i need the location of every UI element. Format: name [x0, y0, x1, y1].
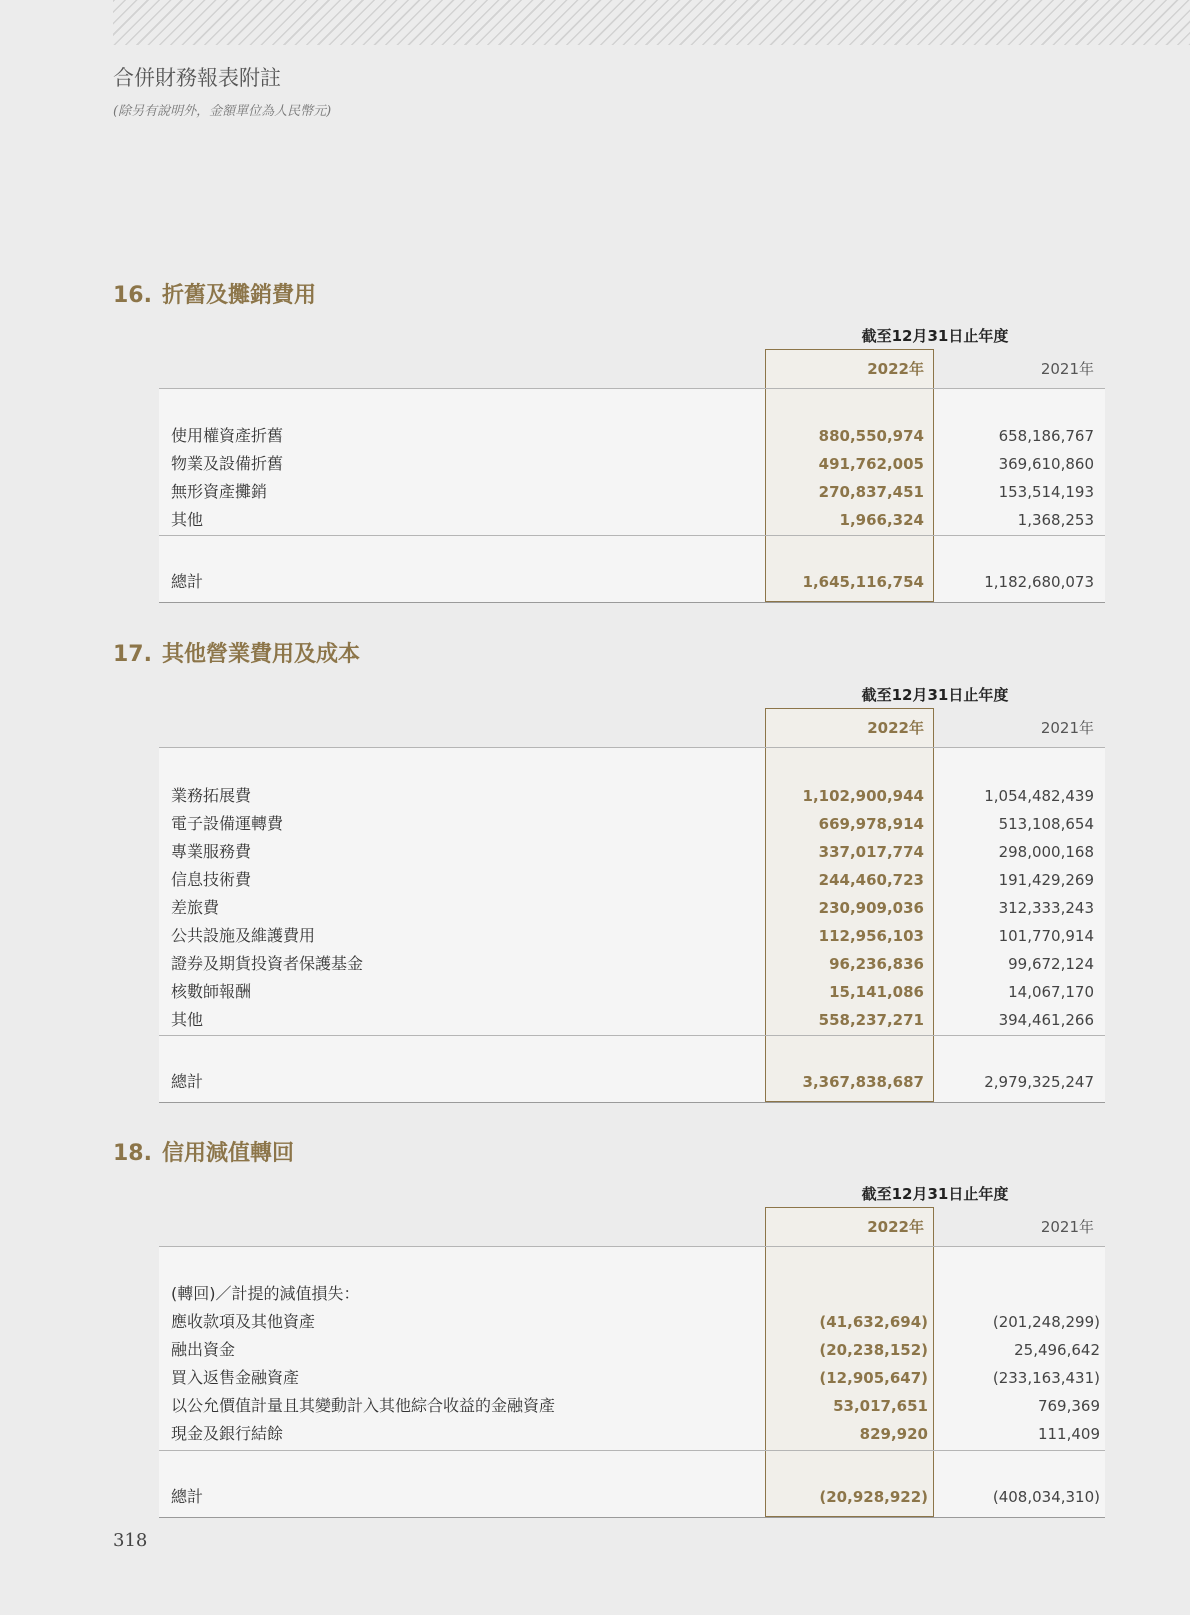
table-subheading [171, 1280, 1094, 1308]
value-2021: 298,000,168 [998, 843, 1094, 861]
value-2021: (233,163,431) [992, 1369, 1100, 1387]
row-label: 其他 [171, 510, 204, 529]
value-2021: 101,770,914 [998, 927, 1094, 945]
total-row [171, 1068, 1094, 1096]
total-label: 總計 [171, 1072, 204, 1091]
total-value-2021: 1,182,680,073 [984, 573, 1094, 591]
value-2022: 244,460,723 [818, 871, 924, 889]
value-2022: 53,017,651 [833, 1397, 928, 1415]
value-2022: 669,978,914 [818, 815, 924, 833]
section-heading-18 [113, 1136, 294, 1167]
section-number: 16. [113, 283, 152, 308]
row-label: 買入返售金融資產 [171, 1368, 300, 1387]
total-value-2022: 1,645,116,754 [802, 573, 924, 591]
total-label: 總計 [171, 572, 204, 591]
row-label: 物業及設備折舊 [171, 454, 284, 473]
total-row [171, 568, 1094, 596]
value-2022: 880,550,974 [818, 427, 924, 445]
value-2021: (201,248,299) [992, 1313, 1100, 1331]
total-value-2022: 3,367,838,687 [802, 1073, 924, 1091]
column-header-2021: 2021年 [1040, 1218, 1094, 1236]
period-label: 截至12月31日止年度 [861, 1185, 1009, 1203]
table-row [171, 1420, 1100, 1448]
value-2022: 112,956,103 [818, 927, 924, 945]
value-2022: 15,141,086 [829, 983, 924, 1001]
value-2022: (12,905,647) [819, 1369, 928, 1387]
section-number: 17. [113, 642, 152, 667]
value-2022: 558,237,271 [818, 1011, 924, 1029]
value-2021: 99,672,124 [1008, 955, 1094, 973]
row-label: 應收款項及其他資產 [171, 1312, 316, 1331]
value-2021: 25,496,642 [1014, 1341, 1100, 1359]
value-2022: 1,102,900,944 [802, 787, 924, 805]
section-title: 其他營業費用及成本 [161, 642, 360, 667]
section-title: 折舊及攤銷費用 [161, 283, 316, 308]
row-label: 以公允價值計量且其變動計入其他綜合收益的金融資產 [171, 1396, 556, 1415]
value-2022: 270,837,451 [818, 483, 924, 501]
header-divider [159, 747, 1105, 748]
value-2021: 312,333,243 [998, 899, 1094, 917]
table-row [171, 1364, 1100, 1392]
table-row [171, 422, 1094, 450]
value-2021: 191,429,269 [998, 871, 1094, 889]
value-2021: 369,610,860 [998, 455, 1094, 473]
table-row [171, 782, 1094, 810]
table-row [171, 478, 1094, 506]
table-row [171, 838, 1094, 866]
value-2021: 1,368,253 [1017, 511, 1094, 529]
page-number: 318 [113, 1530, 148, 1551]
row-label: 現金及銀行結餘 [171, 1424, 284, 1443]
section-number: 18. [113, 1141, 152, 1166]
section-title: 信用減值轉回 [161, 1141, 294, 1166]
column-header-2021: 2021年 [1040, 360, 1094, 378]
row-label: 公共設施及維護費用 [171, 926, 316, 945]
total-value-2022: (20,928,922) [819, 1488, 928, 1506]
table-row [171, 866, 1094, 894]
page-title: 合併財務報表附註 [113, 66, 281, 90]
row-label: 其他 [171, 1010, 204, 1029]
value-2021: 111,409 [1037, 1425, 1100, 1443]
row-label: 電子設備運轉費 [171, 814, 284, 833]
column-header-2022: 2022年 [867, 360, 924, 378]
total-row [171, 1483, 1100, 1511]
table-row [171, 894, 1094, 922]
section-heading-17 [113, 637, 360, 668]
period-label: 截至12月31日止年度 [861, 327, 1009, 345]
row-label: 使用權資產折舊 [171, 426, 284, 445]
table-row [171, 1336, 1100, 1364]
column-header-2022: 2022年 [867, 719, 924, 737]
value-2022: 829,920 [859, 1425, 928, 1443]
header-divider [159, 388, 1105, 389]
row-label: 融出資金 [171, 1340, 236, 1359]
header-hatch-band [113, 0, 1190, 45]
table-row [171, 922, 1094, 950]
value-2021: 513,108,654 [998, 815, 1094, 833]
header-divider [159, 1246, 1105, 1247]
total-value-2021: 2,979,325,247 [984, 1073, 1094, 1091]
value-2021: 658,186,767 [998, 427, 1094, 445]
value-2021: 394,461,266 [998, 1011, 1094, 1029]
value-2021: 14,067,170 [1008, 983, 1094, 1001]
value-2022: (20,238,152) [819, 1341, 928, 1359]
row-label: 信息技術費 [171, 870, 252, 889]
table-row [171, 1392, 1100, 1420]
row-label: 業務拓展費 [171, 786, 252, 805]
table-row [171, 810, 1094, 838]
section-heading-16 [113, 278, 316, 309]
row-label: (轉回)／計提的減值損失： [171, 1284, 360, 1303]
table-row [171, 450, 1094, 478]
total-label: 總計 [171, 1487, 204, 1506]
row-label: 差旅費 [171, 898, 220, 917]
value-2022: 230,909,036 [818, 899, 924, 917]
table-row [171, 950, 1094, 978]
period-label: 截至12月31日止年度 [861, 686, 1009, 704]
subtotal-divider [159, 1450, 1105, 1451]
value-2021: 769,369 [1037, 1397, 1100, 1415]
row-label: 核數師報酬 [171, 982, 252, 1001]
table-row [171, 506, 1094, 534]
row-label: 證券及期貨投資者保護基金 [171, 954, 364, 973]
subtotal-divider [159, 1035, 1105, 1036]
column-header-2021: 2021年 [1040, 719, 1094, 737]
table-row [171, 1006, 1094, 1034]
row-label: 無形資產攤銷 [171, 482, 268, 501]
subtotal-divider [159, 535, 1105, 536]
page-subtitle: (除另有說明外，金額單位為人民幣元) [113, 104, 332, 119]
value-2022: (41,632,694) [819, 1313, 928, 1331]
column-header-2022: 2022年 [867, 1218, 924, 1236]
value-2022: 491,762,005 [818, 455, 924, 473]
total-value-2021: (408,034,310) [992, 1488, 1100, 1506]
value-2022: 96,236,836 [829, 955, 924, 973]
table-row [171, 978, 1094, 1006]
value-2022: 1,966,324 [839, 511, 924, 529]
value-2021: 153,514,193 [998, 483, 1094, 501]
value-2022: 337,017,774 [818, 843, 924, 861]
table-row [171, 1308, 1100, 1336]
row-label: 專業服務費 [171, 842, 252, 861]
value-2021: 1,054,482,439 [984, 787, 1094, 805]
